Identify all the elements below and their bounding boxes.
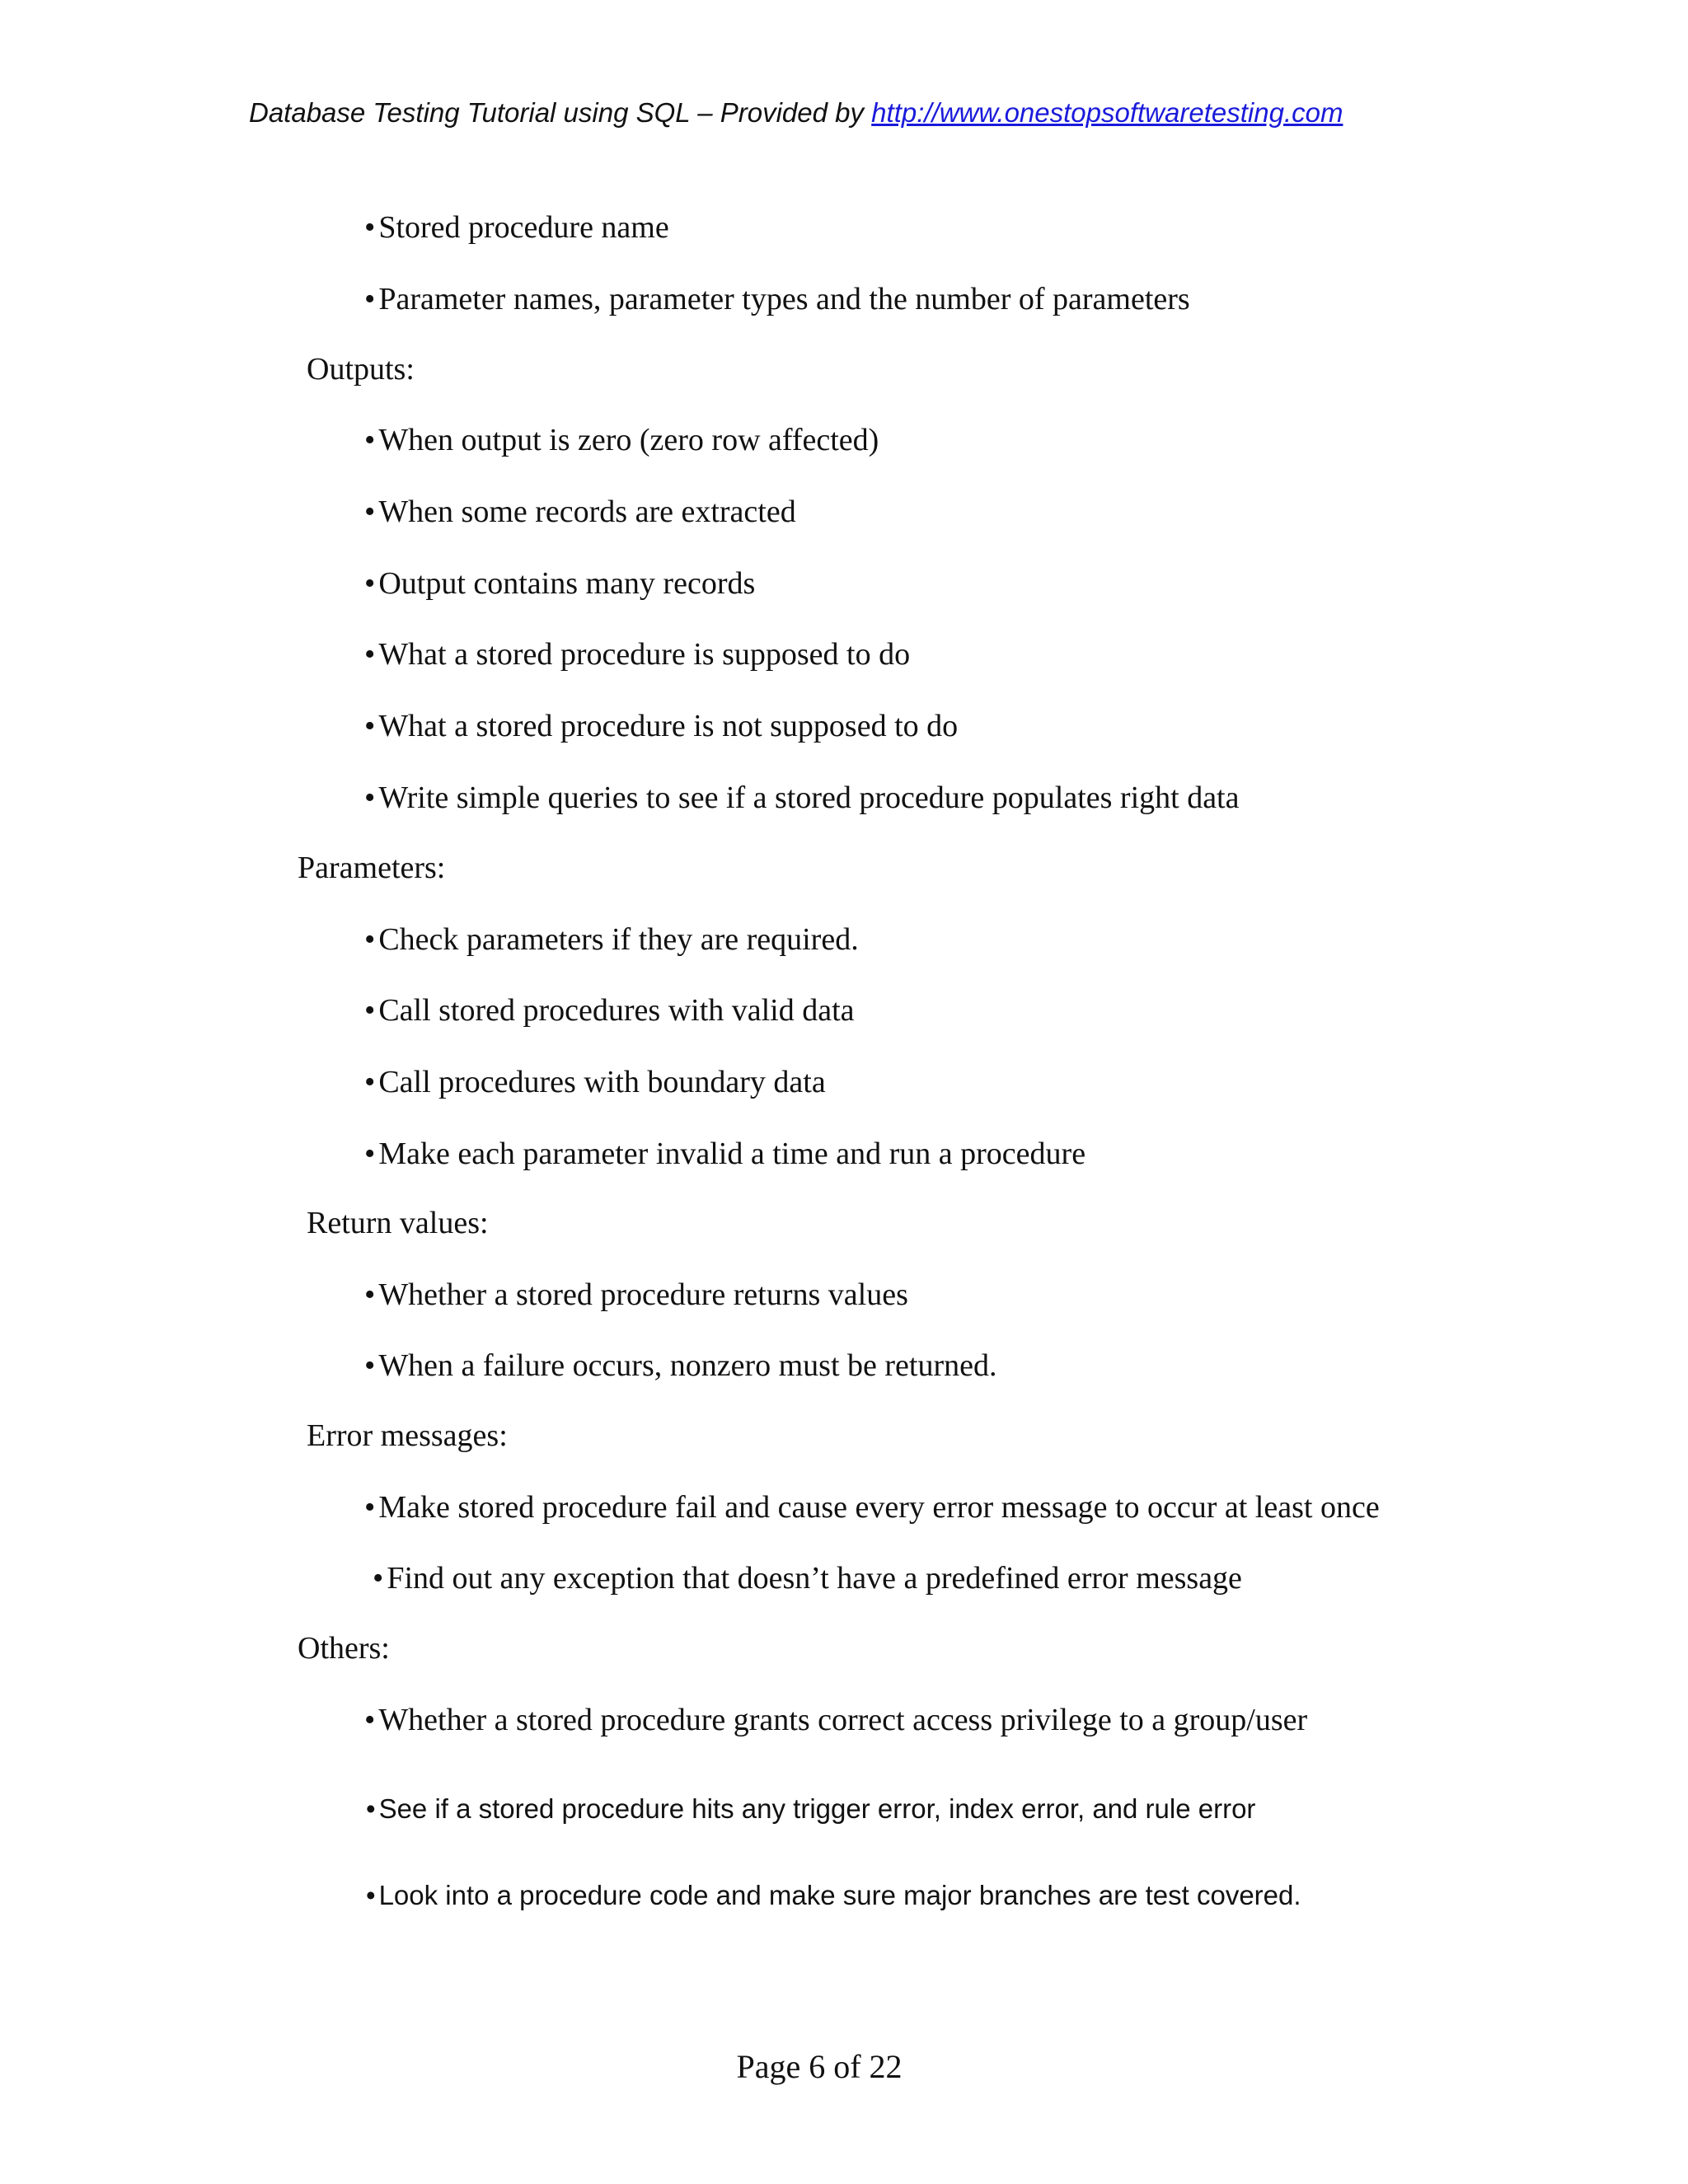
list-item: • Make each parameter invalid a time and run a procedure: [364, 1137, 1086, 1171]
section-heading-error-messages: Error messages:: [307, 1418, 508, 1453]
list-item: • Find out any exception that doesn’t have a predefined error message: [373, 1561, 1242, 1596]
bullet-icon: •: [364, 423, 376, 457]
bullet-icon: •: [364, 637, 376, 672]
section-heading-parameters: Parameters:: [298, 851, 446, 885]
bullet-icon: •: [364, 1348, 376, 1383]
list-item: • Check parameters if they are required.: [364, 922, 859, 957]
bullet-icon: •: [366, 1880, 376, 1910]
page-header: [249, 97, 1343, 129]
list-item: • Look into a procedure code and make sure major branches are test covered.: [366, 1880, 1301, 1910]
bullet-icon: •: [364, 210, 376, 245]
bullet-icon: •: [364, 1703, 376, 1737]
bullet-icon: •: [364, 494, 376, 529]
list-item: • Write simple queries to see if a stored procedure populates right data: [364, 780, 1240, 815]
bullet-icon: •: [364, 566, 376, 601]
list-item: • Call procedures with boundary data: [364, 1065, 826, 1099]
bullet-icon: •: [364, 1490, 376, 1525]
bullet-icon: •: [364, 993, 376, 1028]
section-heading-return-values: Return values:: [307, 1206, 489, 1240]
list-item: • Output contains many records: [364, 566, 756, 601]
bullet-icon: •: [364, 1065, 376, 1099]
page-number: Page 6 of 22: [736, 2048, 903, 2085]
list-item: • What a stored procedure is supposed to do: [364, 637, 911, 672]
bullet-icon: •: [364, 780, 376, 815]
section-heading-outputs: Outputs:: [307, 352, 415, 387]
list-item: • Whether a stored procedure grants correct access privilege to a group/user: [364, 1703, 1308, 1737]
bullet-icon: •: [364, 1137, 376, 1171]
list-item: • Whether a stored procedure returns values: [364, 1277, 908, 1312]
header-text: Database Testing Tutorial using SQL – Provided by: [249, 97, 872, 128]
list-item: • Make stored procedure fail and cause every error message to occur at least once: [364, 1490, 1380, 1525]
list-item: • Call stored procedures with valid data: [364, 993, 855, 1028]
bullet-icon: •: [364, 1277, 376, 1312]
list-item: • When a failure occurs, nonzero must be returned.: [364, 1348, 997, 1383]
list-item: • When output is zero (zero row affected): [364, 423, 879, 457]
bullet-icon: •: [364, 282, 376, 316]
bullet-icon: •: [364, 709, 376, 743]
list-item: • Parameter names, parameter types and the number of parameters: [364, 282, 1190, 316]
list-item: • See if a stored procedure hits any trigger error, index error, and rule error: [366, 1793, 1256, 1824]
list-item: • What a stored procedure is not supposed to do: [364, 709, 959, 743]
section-heading-others: Others:: [298, 1631, 390, 1666]
list-item: • Stored procedure name: [364, 210, 669, 245]
bullet-icon: •: [373, 1561, 384, 1596]
bullet-icon: •: [364, 922, 376, 957]
bullet-icon: •: [366, 1793, 376, 1824]
header-link[interactable]: http://www.onestopsoftwaretesting.com: [871, 97, 1343, 128]
list-item: • When some records are extracted: [364, 494, 796, 529]
